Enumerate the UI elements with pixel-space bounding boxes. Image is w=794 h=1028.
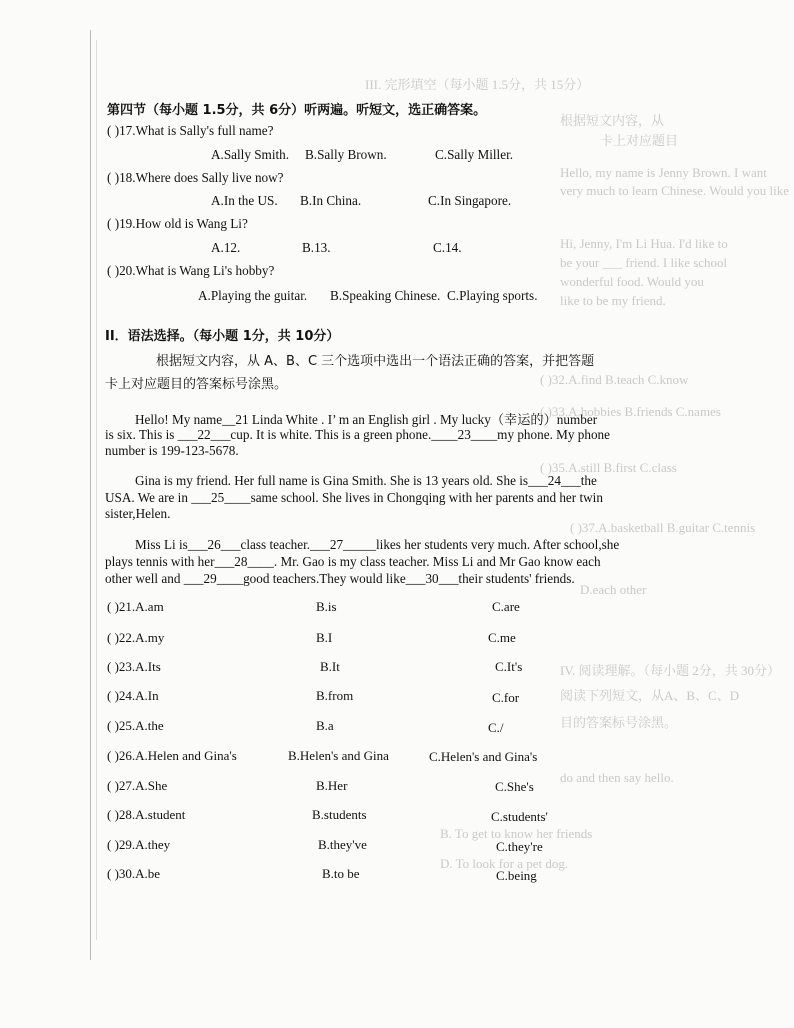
option-30b: B.to be bbox=[322, 866, 360, 881]
option-18a: A.In the US. bbox=[211, 193, 278, 208]
option-25b: B.a bbox=[316, 718, 334, 733]
option-20c: C.Playing sports. bbox=[447, 288, 538, 303]
question-30: ( )30.A.be bbox=[107, 866, 161, 881]
question-23: ( )23.A.Its bbox=[107, 659, 161, 674]
option-24b: B.from bbox=[316, 688, 354, 703]
passage-p2-line3: sister,Helen. bbox=[105, 506, 171, 521]
option-23c: C.It's bbox=[495, 659, 523, 674]
option-30c: C.being bbox=[496, 868, 537, 883]
bleed-through-text: IV. 阅读理解。（每小题 2分，共 30分） bbox=[560, 663, 781, 678]
option-29c: C.they're bbox=[496, 839, 543, 854]
option-27c: C.She's bbox=[495, 779, 534, 794]
binding-line-inner bbox=[96, 40, 97, 940]
option-22b: B.I bbox=[316, 630, 333, 645]
bleed-through-text: ( )37.A.basketball B.guitar C.tennis bbox=[570, 520, 756, 535]
bleed-through-text: Hi, Jenny, I'm Li Hua. I'd like to bbox=[560, 236, 728, 251]
option-19a: A.12. bbox=[211, 240, 241, 255]
question-29: ( )29.A.they bbox=[107, 837, 171, 852]
bleed-through-text: ( )35.A.still B.first C.class bbox=[540, 460, 677, 475]
passage-p1-line2: is six. This is ___22___cup. It is white. This is a green phone.____23____my phone. My phone bbox=[105, 427, 611, 442]
option-26c: C.Helen's and Gina's bbox=[429, 749, 538, 764]
option-28c: C.students' bbox=[491, 809, 548, 824]
section-2-title: II．语法选择。（每小题 1分，共 10分） bbox=[105, 329, 340, 344]
question-24: ( )24.A.In bbox=[107, 688, 159, 703]
question-28: ( )28.A.student bbox=[107, 807, 186, 822]
question-18: ( )18.Where does Sally live now? bbox=[107, 170, 284, 185]
option-20b: B.Speaking Chinese. bbox=[330, 288, 441, 303]
option-27b: B.Her bbox=[316, 778, 348, 793]
question-21: ( )21.A.am bbox=[107, 599, 164, 614]
bleed-through-text: wonderful food. Would you bbox=[560, 274, 704, 289]
section-4-title: 第四节（每小题 1.5分，共 6分）听两遍。听短文，选正确答案。 bbox=[107, 103, 487, 118]
bleed-through-text: D.each other bbox=[580, 582, 647, 597]
passage-p3-line1: Miss Li is___26___class teacher.___27_____likes her students very much. After school,she bbox=[135, 537, 620, 552]
bleed-through-text: III. 完形填空（每小题 1.5分，共 15分） bbox=[365, 77, 590, 92]
option-29b: B.they've bbox=[318, 837, 367, 852]
option-23b: B.It bbox=[320, 659, 340, 674]
option-17a: A.Sally Smith. bbox=[211, 147, 290, 162]
option-18b: B.In China. bbox=[300, 193, 362, 208]
question-22: ( )22.A.my bbox=[107, 630, 165, 645]
option-21c: C.are bbox=[492, 599, 520, 614]
question-19: ( )19.How old is Wang Li? bbox=[107, 216, 248, 231]
option-28b: B.students bbox=[312, 807, 367, 822]
option-19c: C.14. bbox=[433, 240, 462, 255]
question-20: ( )20.What is Wang Li's hobby? bbox=[107, 263, 275, 278]
question-25: ( )25.A.the bbox=[107, 718, 164, 733]
option-19b: B.13. bbox=[302, 240, 331, 255]
passage-p2-line1: Gina is my friend. Her full name is Gina Smith. She is 13 years old. She is___24___the bbox=[135, 473, 597, 488]
option-26b: B.Helen's and Gina bbox=[288, 748, 389, 763]
question-26: ( )26.A.Helen and Gina's bbox=[107, 748, 237, 763]
bleed-through-text: 目的答案标号涂黑。 bbox=[560, 715, 678, 730]
question-27: ( )27.A.She bbox=[107, 778, 168, 793]
passage-p1-line1: Hello! My name__21 Linda White . I’ m an English girl . My lucky（幸运的）number bbox=[135, 412, 598, 427]
bleed-through-text: do and then say hello. bbox=[560, 770, 674, 785]
passage-p3-line3: other well and ___29____good teachers.They would like___30___their students' friends. bbox=[105, 571, 575, 586]
bleed-through-text: be your ___ friend. I like school bbox=[560, 255, 728, 270]
option-17b: B.Sally Brown. bbox=[305, 147, 387, 162]
bleed-through-text: ( )33.A.hobbies B.friends C.names bbox=[540, 404, 721, 419]
bleed-through-text: Hello, my name is Jenny Brown. I want bbox=[560, 165, 767, 180]
passage-p1-line3: number is 199-123-5678. bbox=[105, 443, 239, 458]
instruction-line-1: 根据短文内容，从 A、B、C 三个选项中选出一个语法正确的答案，并把答题 bbox=[156, 354, 595, 369]
option-20a: A.Playing the guitar. bbox=[198, 288, 308, 303]
option-25c: C./ bbox=[488, 720, 504, 735]
bleed-through-text: B. To get to know her friends bbox=[440, 826, 593, 841]
option-17c: C.Sally Miller. bbox=[435, 147, 514, 162]
question-17: ( )17.What is Sally's full name? bbox=[107, 123, 274, 138]
binding-line bbox=[90, 30, 91, 960]
option-21b: B.is bbox=[316, 599, 337, 614]
passage-p2-line2: USA. We are in ___25____same school. She lives in Chongqing with her parents and her twin bbox=[105, 490, 603, 505]
bleed-through-text: very much to learn Chinese. Would you like bbox=[560, 183, 790, 198]
bleed-through-text: 阅读下列短文，从A、B、C、D bbox=[560, 688, 740, 703]
instruction-line-2: 卡上对应题目的答案标号涂黑。 bbox=[105, 377, 288, 392]
option-24c: C.for bbox=[492, 690, 520, 705]
bleed-through-text: 卡上对应题目 bbox=[600, 133, 679, 148]
option-18c: C.In Singapore. bbox=[428, 193, 512, 208]
bleed-through-text: 根据短文内容，从 bbox=[560, 113, 665, 128]
passage-p3-line2: plays tennis with her___28____. Mr. Gao is my class teacher. Miss Li and Mr Gao know each bbox=[105, 554, 601, 569]
bleed-through-text: like to be my friend. bbox=[560, 293, 666, 308]
bleed-through-text: ( )32.A.find B.teach C.know bbox=[540, 372, 689, 387]
bleed-through-text: D. To look for a pet dog. bbox=[440, 856, 569, 871]
option-22c: C.me bbox=[488, 630, 516, 645]
